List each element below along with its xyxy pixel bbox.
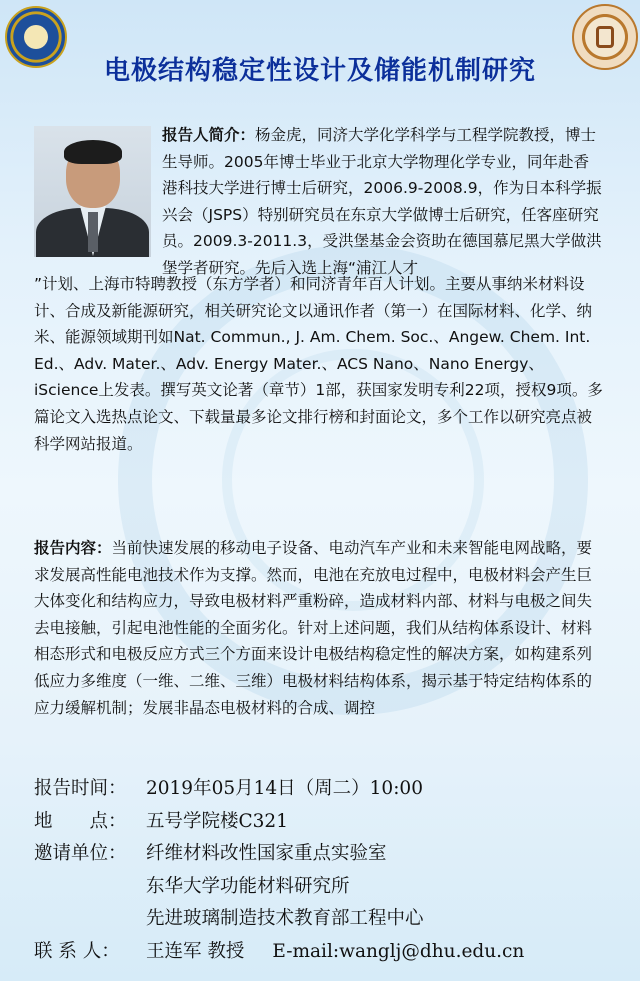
place-row <box>34 806 624 839</box>
speaker-bio-intro <box>162 122 602 282</box>
event-info <box>34 773 624 968</box>
speaker-bio-label: 报告人简介： <box>162 126 256 144</box>
abstract-label: 报告内容： <box>34 539 112 557</box>
time-row <box>34 773 624 806</box>
time-value: 2019年05月14日（周二）10:00 <box>146 778 423 799</box>
abstract-text: 当前快速发展的移动电子设备、电动汽车产业和未来智能电网战略，要求发展高性能电池技术作为支撑。然而，电池在充放电过程中，电极材料会产生巨大体变化和结构应力，导致电极材料严重粉碎，造成材料内部、材料与电极之间失去电接触，引起电池性能的全面劣化。针对上述问题，我们从结构体系设计、材料相态形式和电极反应方式三个方面来设计电极结构稳定性的解决方案，如构建系列低应力多维度（一维、二维、三维）电极材料结构体系，揭示基于特定结构体系的应力缓解机制；发展非晶态电极材料的合成、调控 <box>34 539 593 717</box>
contact-value: 王连军 教授 <box>146 940 245 962</box>
contact-row <box>34 936 624 969</box>
place-value: 五号学院楼C321 <box>146 810 288 832</box>
speaker-photo <box>34 126 151 257</box>
contact-email[interactable]: E-mail:wanglj@dhu.edu.cn <box>272 940 525 962</box>
host-value-2: 东华大学功能材料研究所 <box>146 875 350 897</box>
lecture-title: 电极结构稳定性设计及储能机制研究 <box>103 56 536 86</box>
speaker-bio-continued: ”计划、上海市特聘教授（东方学者）和同济青年百人计划。主要从事纳米材料设计、合成及新能源研究，相关研究论文以通讯作者（第一）在国际材料、化学、纳米、能源领域期刊如Nat. Commun., J. Am. Chem. Soc.、Angew. Chem. Int. Ed.、Adv. Mater.、Adv. Energy Mater.、ACS Nano、Nano Energy、iScience上发表。撰写英文论著（章节）1部，获国家发明专利22项，授权9项。多篇论文入选热点论文、下载量最多论文排行榜和封面论文，多个工作以研究亮点被科学网站报道。 <box>34 275 603 453</box>
lecture-abstract <box>34 535 606 721</box>
time-label: 报告时间： <box>34 778 127 799</box>
host-value-3: 先进玻璃制造技术教育部工程中心 <box>146 908 424 929</box>
host-value-1: 纤维材料改性国家重点实验室 <box>146 843 387 864</box>
place-label: 地 点： <box>34 810 127 832</box>
host-row-2 <box>34 871 624 904</box>
contact-label: 联 系 人： <box>34 940 120 962</box>
host-row <box>34 838 624 871</box>
host-label: 邀请单位： <box>34 843 127 864</box>
host-row-3 <box>34 903 624 936</box>
speaker-bio-first-text: 杨金虎，同济大学化学科学与工程学院教授，博士生导师。2005年博士毕业于北京大学物理化学专业，同年赴香港科技大学进行博士后研究，2006.9-2008.9，作为日本科学振兴会（JSPS）特别研究员在东京大学做博士后研究，任客座研究员。2009.3-2011.3，受洪堡基金会资助在德国慕尼黑大学做洪堡学者研究。先后入选上海“浦江人才 <box>162 126 602 277</box>
